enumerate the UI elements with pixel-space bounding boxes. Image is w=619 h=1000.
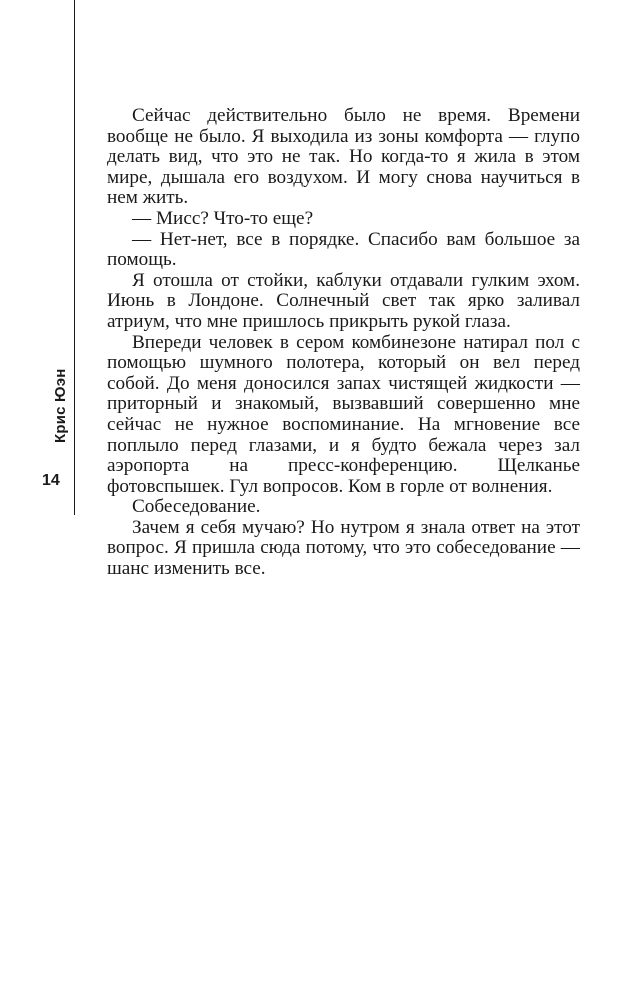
page-number: 14 bbox=[42, 472, 60, 489]
paragraph: — Мисс? Что-то еще? bbox=[132, 207, 314, 229]
paragraph: — Нет-нет, все в порядке. Спасибо вам большое за помощь. bbox=[107, 228, 580, 271]
author-name: Крис Юэн bbox=[52, 368, 69, 443]
body-text bbox=[107, 106, 580, 580]
margin-rule bbox=[74, 0, 75, 515]
paragraph: Собеседование. bbox=[132, 496, 261, 518]
paragraph: Я отошла от стойки, каблуки отдавали гулким эхом. Июнь в Лондоне. Солнечный свет так ярко заливал атриум, что мне пришлось прикрыть рукой глаза. bbox=[107, 269, 580, 332]
paragraph: Зачем я себя мучаю? Но нутром я знала ответ на этот вопрос. Я пришла сюда потому, что это собеседование — шанс изменить все. bbox=[107, 516, 580, 580]
paragraph: Сейчас действительно было не время. Времени вообще не было. Я выходила из зоны комфорта — глупо делать вид, что это не так. Но когда-то я жила в этом мире, дышала его воздухом. И могу снова научиться в нем жить. bbox=[107, 105, 580, 209]
paragraph: Впереди человек в сером комбинезоне натирал пол с помощью шумного полотера, который он вел перед собой. До меня доносился запах чистящей жидкости — приторный и знакомый, вызвавший совершенно мне сейчас не нужное воспоминание. На мгновение все поплыло перед глазами, и я будто бежала через зал аэропорта на пресс-конференцию. Щелканье фотовспышек. Гул вопросов. Ком в горле от волнения. bbox=[107, 331, 580, 497]
